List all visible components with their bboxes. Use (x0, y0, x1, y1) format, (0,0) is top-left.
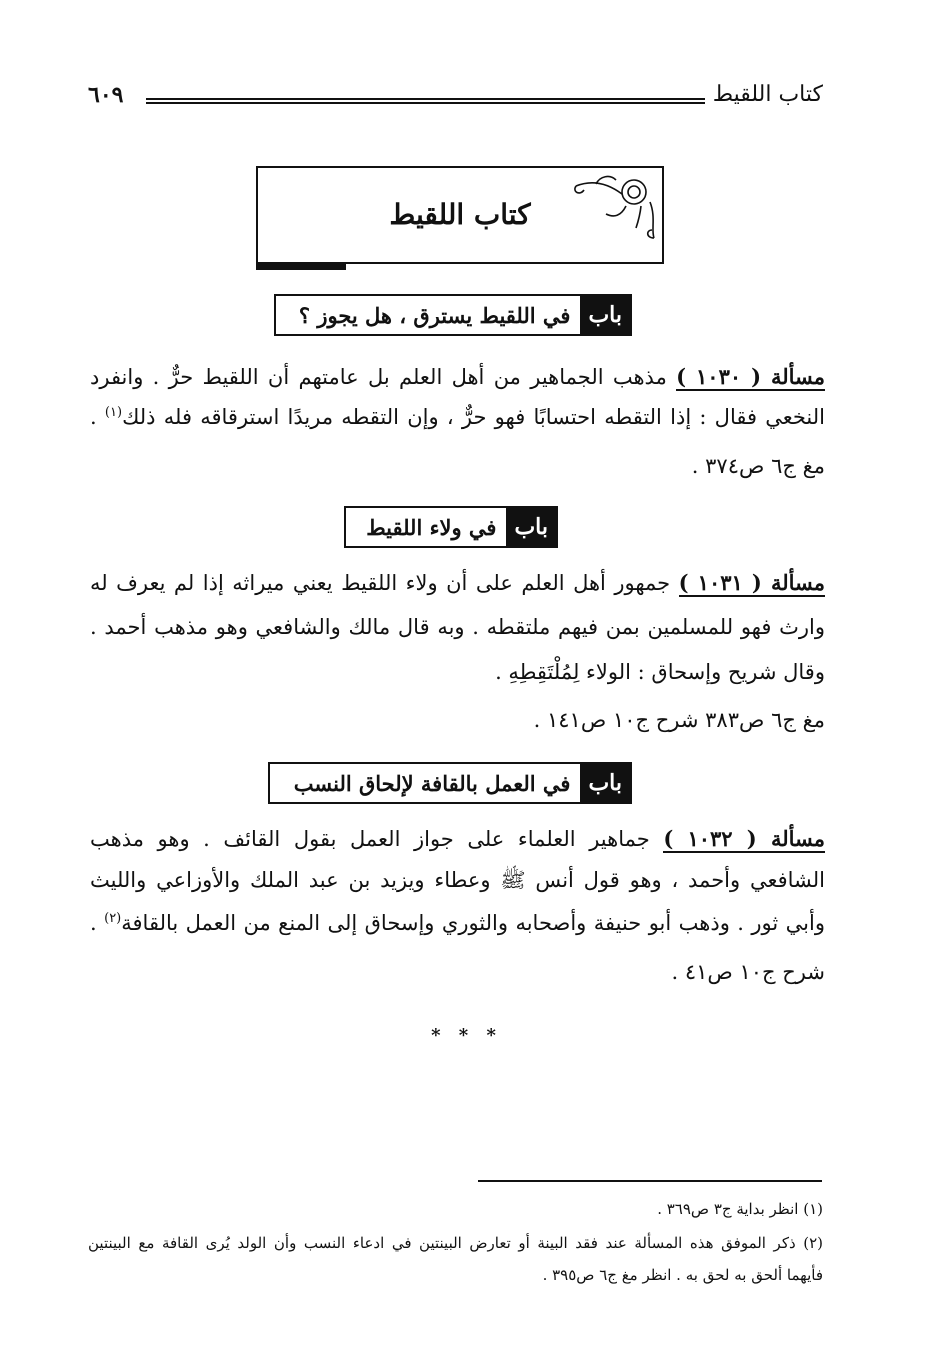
footnote-marker: (١) (104, 405, 123, 420)
paragraph-line (90, 828, 825, 850)
line-text: . (90, 405, 105, 429)
chapter-heading-1 (274, 294, 632, 336)
reference-line: مغ ج٦ ص٣٨٣ شرح ج١٠ ص١٤١ . (533, 708, 825, 732)
chapter-tag: باب (580, 764, 630, 802)
paragraph-line (90, 572, 825, 594)
chapter-heading-2 (344, 506, 558, 548)
chapter-heading-3 (268, 762, 632, 804)
footnote-1: (١) انظر بداية ج٣ ص٣٦٩ . (657, 1200, 823, 1218)
paragraph-line: الشافعي وأحمد ، وهو قول أنس ﷺ وعطاء ويزيد بن عبد الملك والأوزاعي والليث (90, 868, 825, 892)
chapter-heading-text: في اللقيط يسترق ، هل يجوز ؟ (298, 302, 571, 328)
footnote-2: (٢) ذكر الموفق هذه المسألة عند فقد البينة أو تعارض البينتين في ادعاء النسب وأن الولد يُرى القافة مع البينتين (88, 1234, 823, 1252)
paragraph-line (90, 912, 825, 934)
page-number: ٦٠٩ (88, 82, 124, 108)
paragraph-line (90, 366, 825, 388)
line-text: جمهور أهل العلم على أن ولاء اللقيط يعني ميراثه إذا لم يعرف له (90, 571, 679, 595)
line-text: مذهب الجماهير من أهل العلم بل عامتهم أن اللقيط حرٌّ . وانفرد (90, 365, 677, 389)
running-header (88, 82, 823, 122)
paragraph-line: وارث فهو للمسلمين بمن فيهم ملتقطه . وبه قال مالك والشافعي وهو مذهب أحمد . (90, 615, 825, 639)
running-title: كتاب اللقيط (712, 82, 823, 107)
reference-line: مغ ج٦ ص٣٧٤ . (691, 454, 825, 478)
book-title-box (256, 166, 664, 264)
book-title: كتاب اللقيط (389, 198, 531, 231)
title-box-shadow (256, 263, 346, 270)
issue-label: مسألة ( ١٠٣١ ) (678, 570, 825, 595)
chapter-heading-text: في ولاء اللقيط (366, 514, 497, 540)
issue-label: مسألة ( ١٠٣٢ ) (663, 826, 825, 851)
line-text: جماهير العلماء على جواز العمل بقول القائف . وهو مذهب (90, 827, 664, 851)
footnote-rule (478, 1180, 822, 1182)
line-text: النخعي فقال : إذا التقطه احتسابًا فهو حرٌّ ، وإن التقطه مريدًا استرقاقه فله ذلك (122, 405, 825, 429)
line-text: . (90, 911, 105, 935)
issue-label: مسألة ( ١٠٣٠ ) (676, 364, 825, 389)
chapter-tag: باب (506, 508, 556, 546)
footnote-marker: (٢) (104, 911, 122, 926)
section-separator: * * * (431, 1025, 502, 1046)
header-rule (146, 98, 705, 104)
line-text: وأبي ثور . وذهب أبو حنيفة وأصحابه والثوري وإسحاق إلى المنع من العمل بالقافة (121, 911, 825, 935)
paragraph-line (90, 406, 825, 428)
chapter-tag: باب (580, 296, 630, 334)
chapter-heading-text: في العمل بالقافة لإلحاق النسب (293, 770, 571, 796)
reference-line: شرح ج١٠ ص٤١ . (671, 960, 825, 984)
paragraph-line: وقال شريح وإسحاق : الولاء لِمُلْتَقِطِهِ . (495, 660, 825, 684)
footnote-2-continued: فأيهما ألحق به لحق به . انظر مغ ج٦ ص٣٩٥ . (542, 1266, 823, 1284)
